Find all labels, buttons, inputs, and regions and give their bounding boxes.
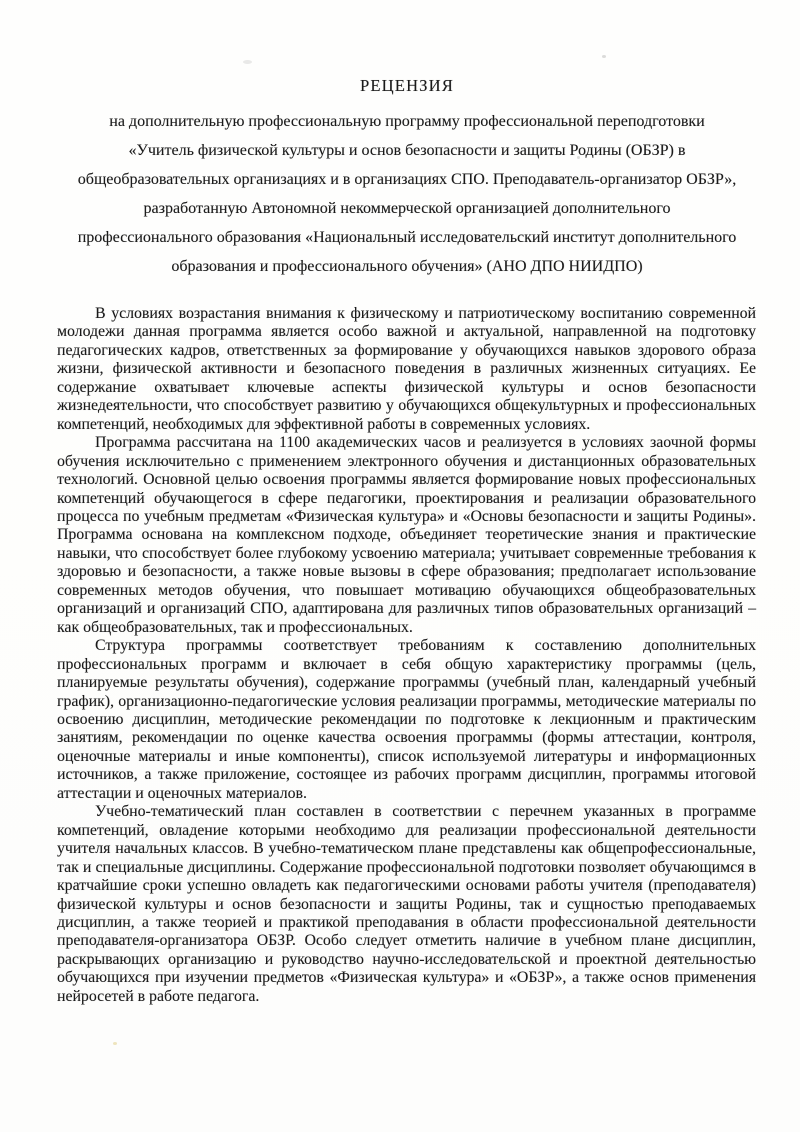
header-subtitle-line-5: профессионального образования «Национальный исследовательский институт дополнительного (77, 229, 737, 246)
header-subtitle-line-3: общеобразовательных организациях и в организациях СПО. Преподаватель-организатор ОБЗР», (77, 171, 737, 188)
document-title: РЕЦЕНЗИЯ (360, 76, 454, 95)
document-header (58, 76, 756, 281)
paragraph-curriculum-plan: Учебно-тематический план составлен в соответствии с перечнем указанных в программе компетенций, овладение которыми необходимо для реализации профессиональной деятельности учителя начальных классов. В учебно-тематическом плане представлены как общепрофессиональные, так и специальные дисциплины. Содержание профессиональной подготовки позволяет обучающимся в кратчайшие сроки успешно овладеть как педагогическими основами работы учителя (преподавателя) физической культуры и основ безопасности и защиты Родины, так и сущностью преподаваемых дисциплин, а также теорией и практикой преподавания в области профессиональной деятельности преподавателя-организатора ОБЗР. Особо следует отметить наличие в учебном плане дисциплин, раскрывающих организацию и руководство научно-исследовательской и проектной деятельностью обучающихся при изучении предметов «Физическая культура» и «ОБЗР», а также основ применения нейросетей в работе педагога. (57, 803, 756, 1005)
header-subtitle-line-2: «Учитель физической культуры и основ безопасности и защиты Родины (ОБЗР) в (128, 142, 686, 159)
header-subtitle-line-1: на дополнительную профессиональную программу профессиональной переподготовки (109, 113, 705, 130)
paragraph-program-overview: Программа рассчитана на 1100 академических часов и реализуется в условиях заочной формы обучения исключительно с применением электронного обучения и дистанционных образовательных технологий. Основной целью освоения программы является формирование новых профессиональных компетенций обучающегося в сфере педагогики, проектирования и реализации образовательного процесса по учебным предметам «Физическая культура» и «Основы безопасности и защиты Родины». Программа основана на комплексном подходе, объединяет теоретические знания и практические навыки, что способствует более глубокому усвоению материала; учитывает современные требования к здоровью и безопасности, а также новые вызовы в сфере образования; предполагает использование современных методов обучения, что повышает мотивацию обучающихся общеобразовательных организаций и организаций СПО, адаптирована для различных типов образовательных организаций – как общеобразовательных, так и профессиональных. (57, 434, 756, 636)
document-body (57, 305, 756, 1006)
paragraph-program-structure: Структура программы соответствует требованиям к составлению дополнительных профессиональных программ и включает в себя общую характеристику программы (цель, планируемые результаты обучения), содержание программы (учебный план, календарный учебный график), организационно-педагогические условия реализации программы, методические материалы по освоению дисциплин, методические рекомендации по подготовке к лекционным и практическим занятиям, рекомендации по оценке качества освоения программы (формы аттестации, контроля, оценочные материалы и иные компоненты), список используемой литературы и информационных источников, а также приложение, состоящее из рабочих программ дисциплин, программы итоговой аттестации и оценочных материалов. (57, 637, 756, 802)
header-subtitle-line-4: разработанную Автономной некоммерческой организацией дополнительного (143, 200, 671, 217)
header-subtitle-line-6: образования и профессионального обучения» (АНО ДПО НИИДПО) (171, 258, 643, 275)
scan-artifact-speck (602, 55, 606, 58)
scan-artifact-speck (243, 60, 252, 64)
paragraph-relevance: В условиях возрастания внимания к физическому и патриотическому воспитанию современной молодежи данная программа является особо важной и актуальной, направленной на подготовку педагогических кадров, ответственных за формирование у обучающихся навыков здорового образа жизни, физической активности и безопасного поведения в различных жизненных ситуациях. Ее содержание охватывает ключевые аспекты физической культуры и основ безопасности жизнедеятельности, что способствует развитию у обучающихся общекультурных и профессиональных компетенций, необходимых для эффективной работы в современных условиях. (57, 305, 756, 433)
scan-artifact-speck (113, 1042, 117, 1045)
